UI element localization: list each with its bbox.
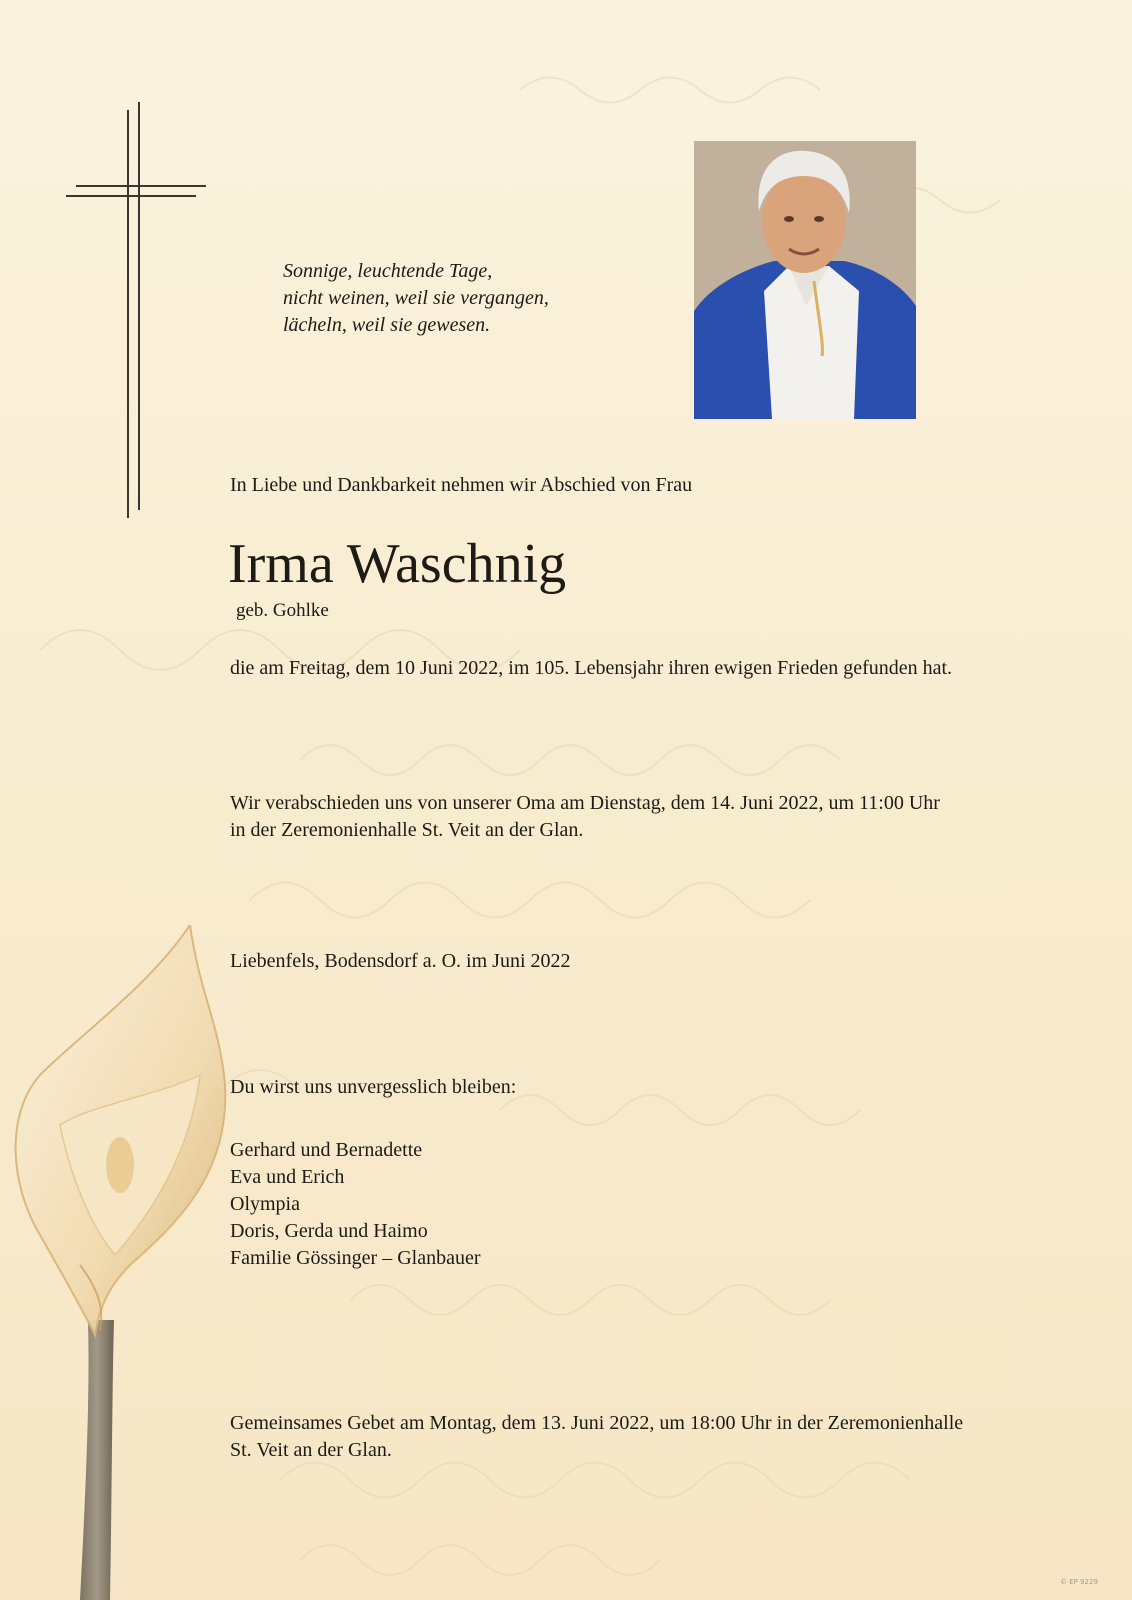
intro-text: In Liebe und Dankbarkeit nehmen wir Abschied von Frau	[230, 474, 693, 496]
prayer-line-2: St. Veit an der Glan.	[230, 1439, 392, 1461]
mourner-item: Olympia	[230, 1193, 300, 1215]
mourner-item: Familie Gössinger – Glanbauer	[230, 1247, 481, 1269]
maiden-name: geb. Gohlke	[236, 600, 329, 621]
mourner-item: Doris, Gerda und Haimo	[230, 1220, 428, 1242]
death-notice: die am Freitag, dem 10 Juni 2022, im 105. Lebensjahr ihren ewigen Frieden gefunden hat.	[230, 657, 953, 679]
mourner-item: Gerhard und Bernadette	[230, 1139, 423, 1161]
copyright-text: © EP 9229	[1060, 1578, 1098, 1586]
mourners-heading: Du wirst uns unvergesslich bleiben:	[230, 1076, 517, 1098]
poem-line: lächeln, weil sie gewesen.	[283, 314, 491, 336]
deceased-name: Irma Waschnig	[228, 533, 567, 595]
farewell-line-1: Wir verabschieden uns von unserer Oma am Dienstag, dem 14. Juni 2022, um 11:00 Uhr	[230, 792, 940, 814]
poem	[283, 258, 549, 339]
calla-lily-illustration	[0, 925, 235, 1600]
portrait-photo	[694, 141, 916, 419]
poem-line: Sonnige, leuchtende Tage,	[283, 260, 493, 282]
farewell-line-2: in der Zeremonienhalle St. Veit an der Glan.	[230, 819, 584, 841]
prayer-line-1: Gemeinsames Gebet am Montag, dem 13. Juni 2022, um 18:00 Uhr in der Zeremonienhalle	[230, 1412, 964, 1434]
mourner-item: Eva und Erich	[230, 1166, 345, 1188]
poem-line: nicht weinen, weil sie vergangen,	[283, 287, 549, 309]
place-date: Liebenfels, Bodensdorf a. O. im Juni 2022	[230, 950, 571, 972]
cross-icon	[60, 100, 210, 520]
